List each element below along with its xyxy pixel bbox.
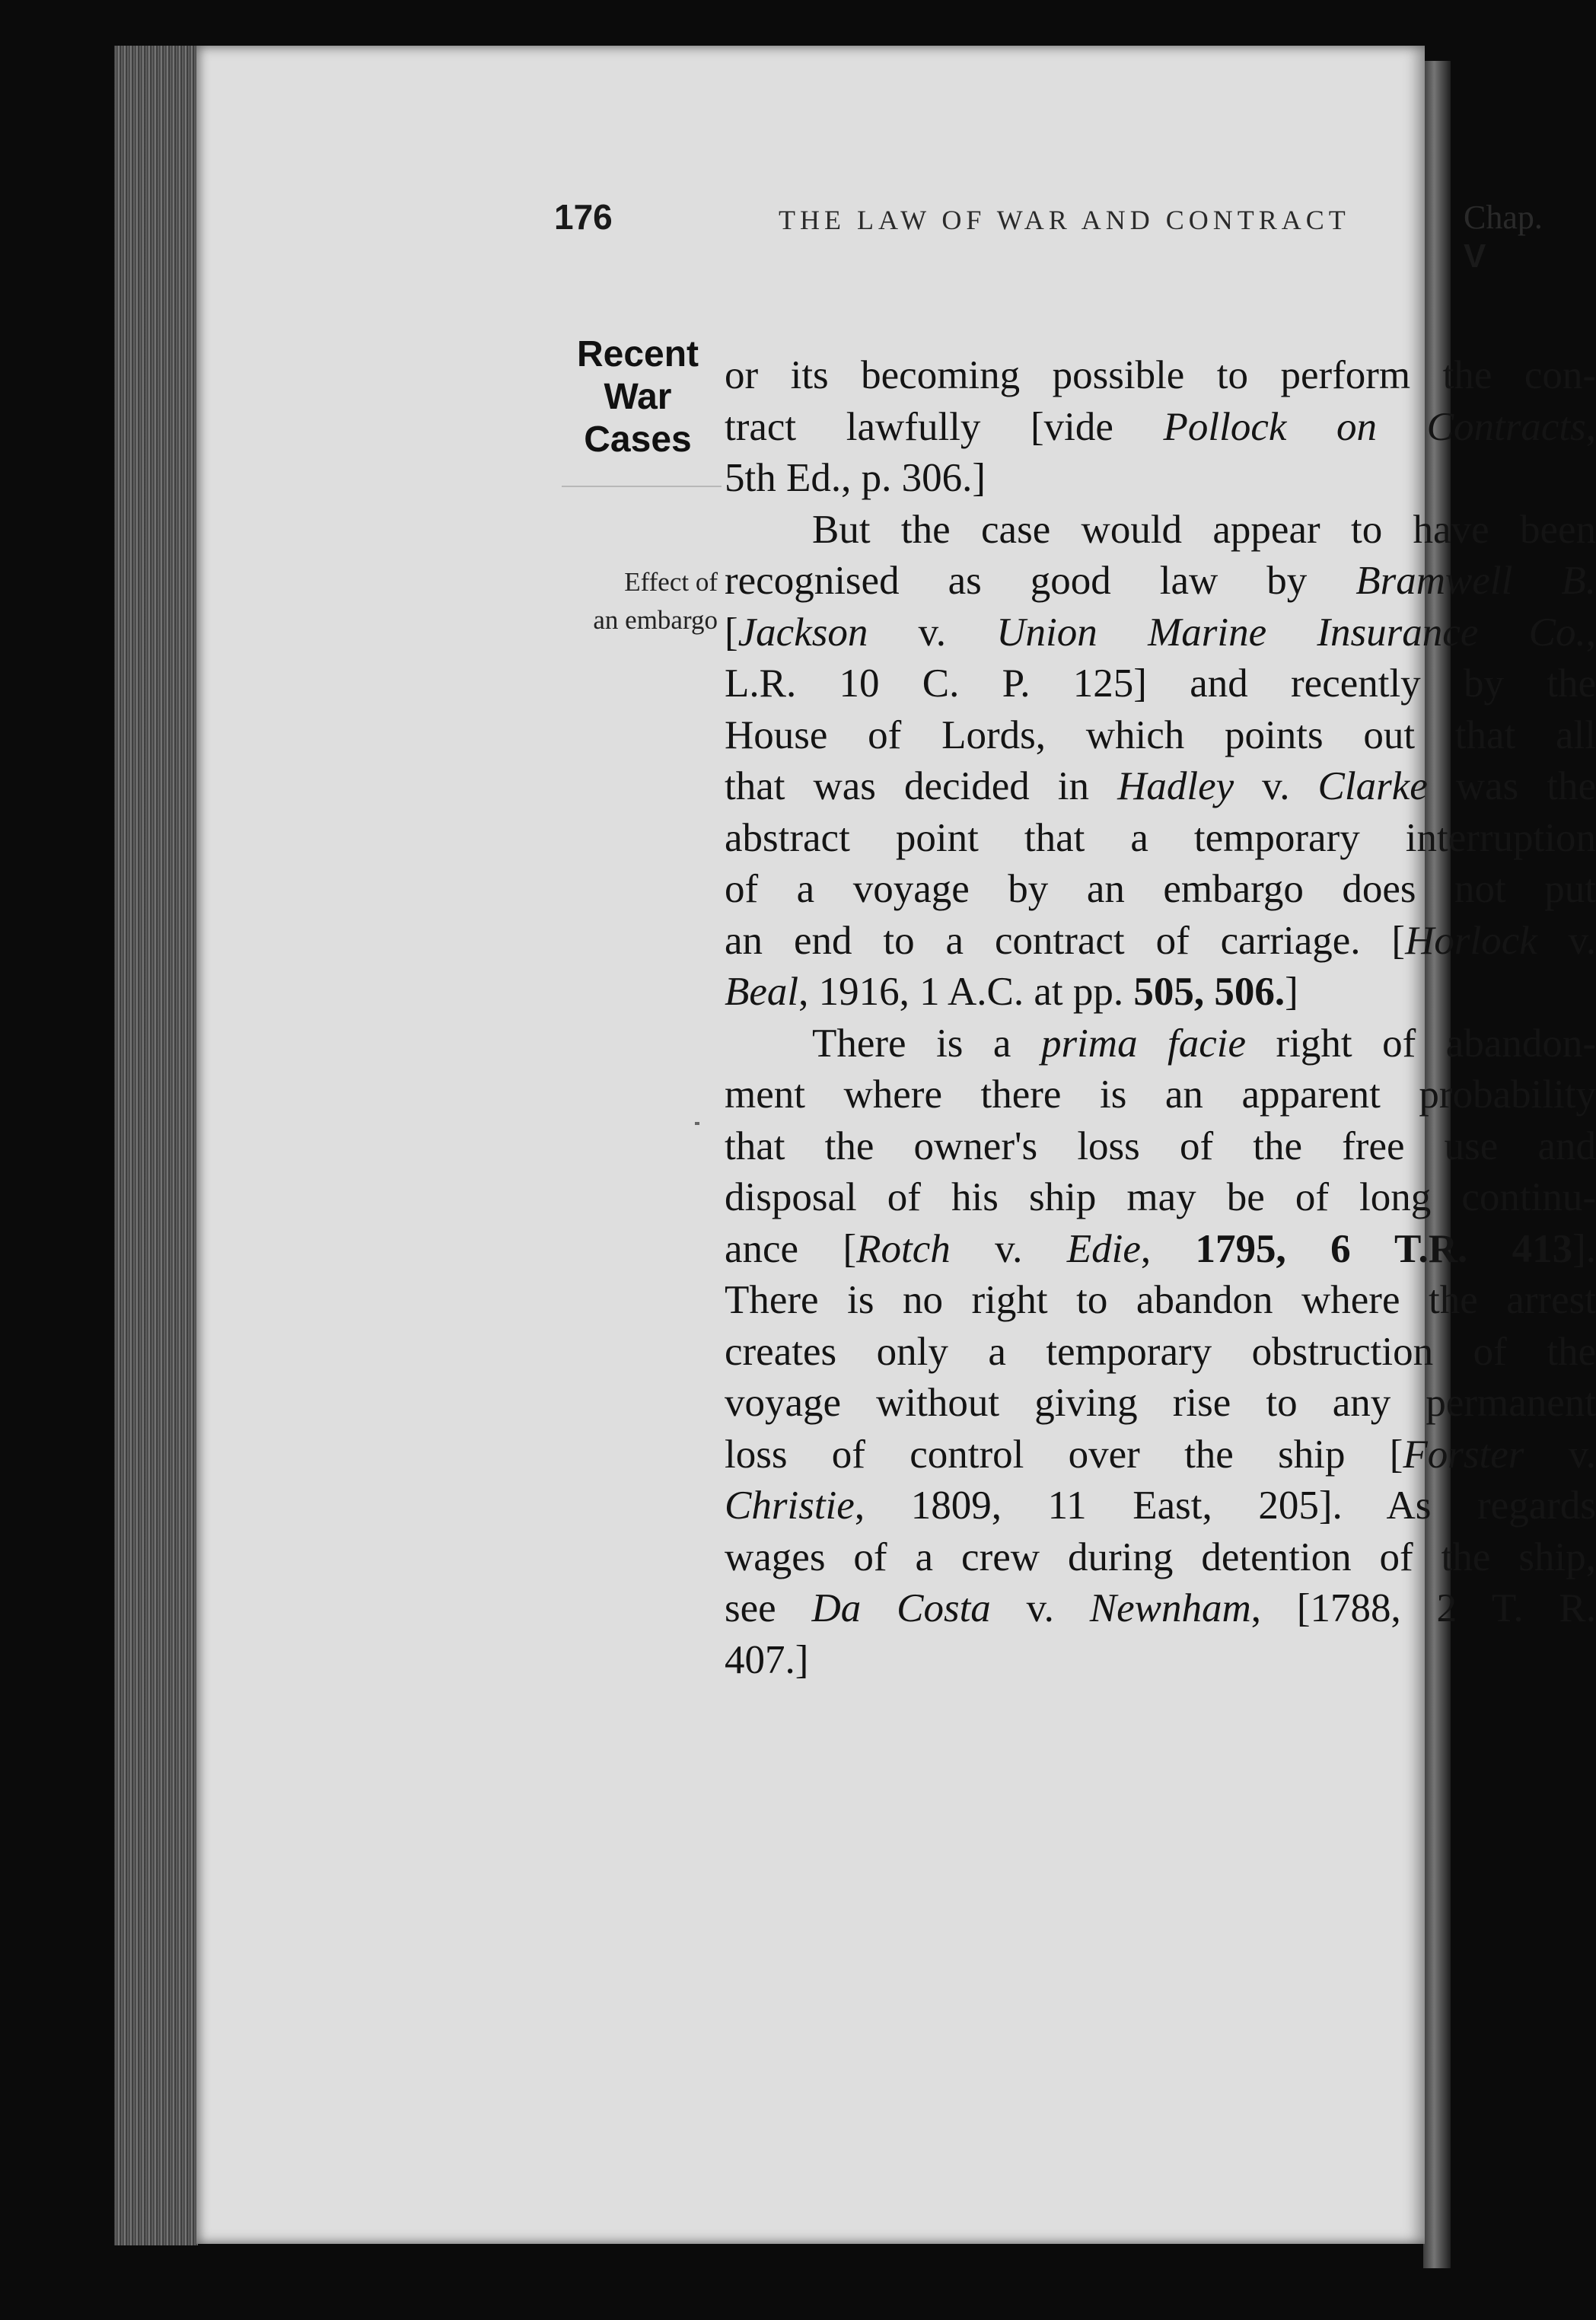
italic-text: Hadley (1117, 764, 1234, 808)
text-run: v. (950, 1226, 1067, 1271)
text-run: ment where there is an apparent probability (725, 1072, 1596, 1117)
italic-text: Horlock (1405, 918, 1537, 963)
margin-note (543, 563, 718, 639)
text-run: v. (990, 1586, 1090, 1630)
text-line (725, 350, 1596, 402)
margin-heading (562, 333, 714, 461)
text-line (725, 453, 1596, 505)
italic-text: Newnham (1089, 1586, 1251, 1630)
italic-text: Edie (1066, 1226, 1141, 1271)
text-run: voyage without giving rise to any permanent (725, 1381, 1596, 1425)
chapter-prefix: Chap. (1464, 199, 1543, 236)
margin-heading-line: Cases (584, 419, 692, 460)
body-text (725, 350, 1596, 1686)
text-run: There is no right to abandon where the arrest (725, 1278, 1596, 1322)
text-run: [ (725, 610, 738, 655)
text-run: abstract point that a temporary interruption (725, 815, 1596, 860)
italic-text: Jackson (737, 610, 868, 655)
text-line (725, 1018, 1596, 1070)
margin-note-line: an embargo (593, 605, 718, 635)
text-run: L.R. 10 C. P. 125] and recently by the (725, 661, 1596, 706)
text-run: of a voyage by an embargo does not put (725, 867, 1596, 911)
book-binding-edge (114, 46, 198, 2245)
text-run: disposal of his ship may be of long continu- (725, 1175, 1596, 1219)
text-run: wages of a crew during detention of the ship, (725, 1534, 1596, 1579)
speck-mark (695, 1122, 699, 1125)
text-run: ] (1285, 970, 1298, 1014)
italic-text: Da Costa (811, 1586, 991, 1630)
page-number: 176 (554, 197, 613, 237)
chapter-label (1464, 198, 1543, 276)
italic-text: Beal (725, 970, 799, 1014)
text-run: tract lawfully [vide (725, 404, 1164, 449)
text-line (725, 505, 1596, 556)
text-line (725, 556, 1596, 607)
text-run: v. (1537, 918, 1596, 963)
text-line (725, 864, 1596, 916)
text-run: 5th Ed., p. 306.] (725, 456, 986, 500)
text-line (725, 1429, 1596, 1481)
text-line (725, 761, 1596, 813)
text-line (725, 1635, 1596, 1687)
italic-text: Clarke (1317, 764, 1428, 808)
text-run: 407.] (725, 1637, 809, 1682)
running-title: THE LAW OF WAR AND CONTRACT (779, 205, 1350, 235)
text-run: see (725, 1586, 812, 1630)
text-line (725, 1378, 1596, 1429)
text-run: But the case would appear to have been (812, 507, 1596, 552)
text-run: v. (1524, 1432, 1596, 1477)
italic-text: prima facie (1040, 1021, 1247, 1066)
italic-text: Bramwell B. (1355, 559, 1596, 603)
text-run: , (1140, 1226, 1196, 1271)
text-run: , (1585, 610, 1596, 655)
text-line (725, 1327, 1596, 1378)
text-run: , 1916, 1 A.C. at pp. (798, 970, 1134, 1014)
text-run: House of Lords, which points out that all (725, 712, 1596, 757)
bold-text: 505, 506. (1133, 970, 1285, 1014)
text-run: There is a (812, 1021, 1041, 1066)
text-run: v. (1234, 764, 1318, 808)
text-run: ]. (1572, 1226, 1596, 1271)
italic-text: Christie (725, 1483, 855, 1528)
text-run: that the owner's loss of the free use and (725, 1123, 1596, 1168)
margin-heading-line: War (604, 377, 672, 417)
text-run: , (1585, 404, 1596, 449)
text-line (725, 916, 1596, 967)
text-run: creates only a temporary obstruction of the (725, 1329, 1596, 1374)
text-run: loss of control over the ship [ (725, 1432, 1403, 1477)
italic-text: Forster (1403, 1432, 1524, 1477)
text-line (725, 1069, 1596, 1121)
margin-divider (562, 486, 722, 487)
text-line (725, 607, 1596, 659)
text-line (725, 1583, 1596, 1635)
text-line (725, 1121, 1596, 1173)
text-run: that was decided in (725, 764, 1118, 808)
text-line (725, 1275, 1596, 1327)
text-run: or its becoming possible to perform the con- (725, 353, 1596, 397)
text-line (725, 813, 1596, 865)
text-run: right of abandon- (1246, 1021, 1596, 1066)
text-line (725, 1480, 1596, 1532)
chapter-number: V (1464, 237, 1486, 275)
text-run: , [1788, 2 T. R. (1250, 1586, 1596, 1630)
text-line (725, 967, 1596, 1018)
text-line (725, 402, 1596, 454)
text-run: recognised as good law by (725, 559, 1356, 603)
italic-text: Pollock on Contracts (1163, 404, 1586, 449)
text-line (725, 658, 1596, 710)
italic-text: Union Marine Insurance Co. (996, 610, 1586, 655)
text-line (725, 1532, 1596, 1584)
italic-text: Rotch (856, 1226, 951, 1271)
text-run: was the (1427, 764, 1596, 808)
text-run: an end to a contract of carriage. [ (725, 918, 1406, 963)
text-run: ance [ (725, 1226, 857, 1271)
text-run: , 1809, 11 East, 205]. As regards (854, 1483, 1596, 1528)
text-line (725, 710, 1596, 762)
page-header (196, 196, 1543, 275)
text-line (725, 1224, 1596, 1276)
text-run: v. (868, 610, 997, 655)
bold-text: 1795, 6 T.R. 413 (1195, 1226, 1573, 1271)
margin-heading-line: Recent (576, 334, 699, 374)
book-page (196, 46, 1596, 2244)
text-line (725, 1172, 1596, 1224)
margin-note-line: Effect of (624, 567, 718, 597)
